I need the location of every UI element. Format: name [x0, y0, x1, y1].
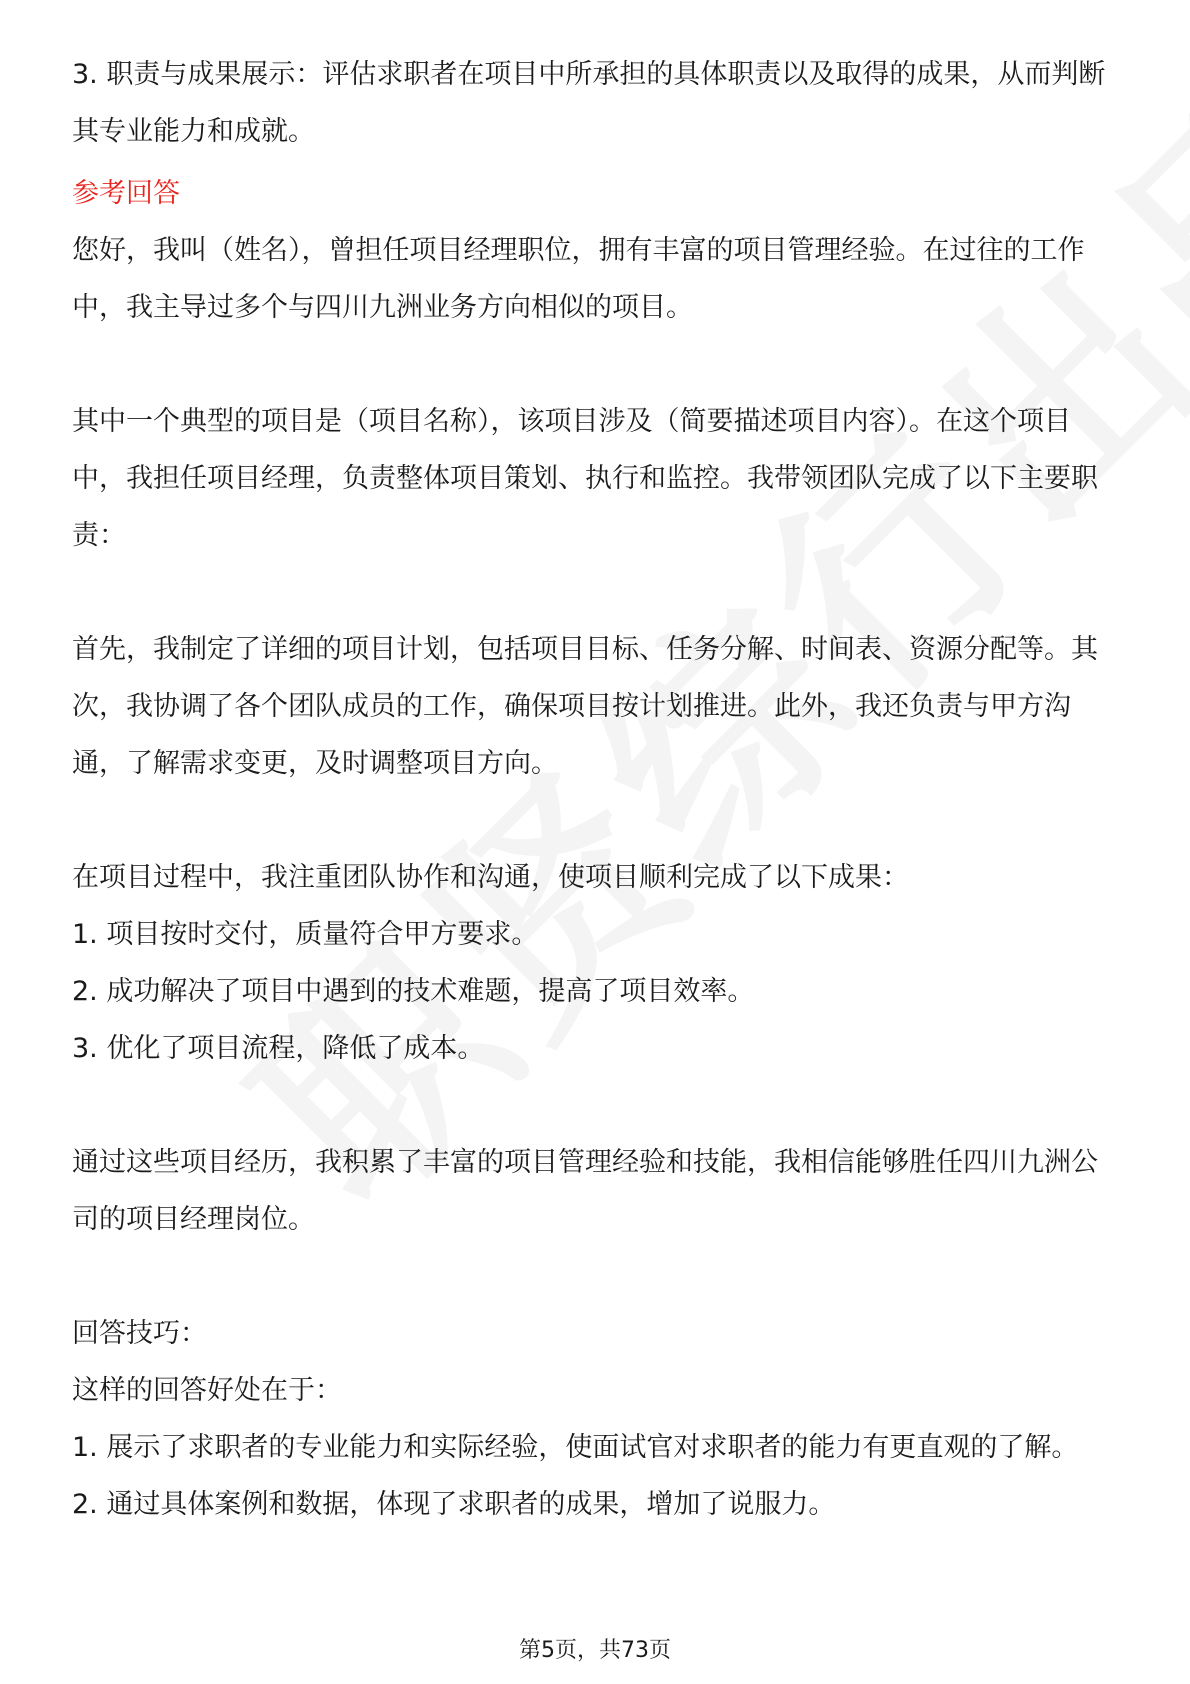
- paragraph-gap: [72, 336, 1122, 393]
- paragraph-gap: [72, 564, 1122, 621]
- tip-item: 1. 展示了求职者的专业能力和实际经验，使面试官对求职者的能力有更直观的了解。: [72, 1432, 1079, 1463]
- answer-paragraph-1: 您好，我叫（姓名），曾担任项目经理职位，拥有丰富的项目管理经验。在过往的工作中，我主导过多个与四川九洲业务方向相似的项目。: [72, 235, 1085, 323]
- paragraph-gap: [72, 1248, 1122, 1305]
- page-content: [72, 46, 1122, 1533]
- tip-item: 2. 通过具体案例和数据，体现了求职者的成果，增加了说服力。: [72, 1489, 836, 1520]
- answer-paragraph-2: 其中一个典型的项目是（项目名称），该项目涉及（简要描述项目内容）。在这个项目中，我担任项目经理，负责整体项目策划、执行和监控。我带领团队完成了以下主要职责：: [72, 406, 1098, 551]
- intro-point-3: 3. 职责与成果展示：评估求职者在项目中所承担的具体职责以及取得的成果，从而判断其专业能力和成就。: [72, 59, 1106, 147]
- tips-intro: 这样的回答好处在于：: [72, 1375, 342, 1406]
- paragraph-gap: [72, 1077, 1122, 1134]
- answer-paragraph-5: 通过这些项目经历，我积累了丰富的项目管理经验和技能，我相信能够胜任四川九洲公司的项目经理岗位。: [72, 1147, 1098, 1235]
- result-item: 3. 优化了项目流程，降低了成本。: [72, 1033, 485, 1064]
- reference-answer-heading: 参考回答: [72, 178, 180, 209]
- answer-paragraph-4: 在项目过程中，我注重团队协作和沟通，使项目顺利完成了以下成果：: [72, 862, 909, 893]
- result-item: 2. 成功解决了项目中遇到的技术难题，提高了项目效率。: [72, 976, 755, 1007]
- answer-paragraph-3: 首先，我制定了详细的项目计划，包括项目目标、任务分解、时间表、资源分配等。其次，我协调了各个团队成员的工作，确保项目按计划推进。此外，我还负责与甲方沟通，了解需求变更，及时调整项目方向。: [72, 634, 1098, 779]
- result-item: 1. 项目按时交付，质量符合甲方要求。: [72, 919, 539, 950]
- tips-heading: 回答技巧：: [72, 1318, 207, 1349]
- page-number: 第5页，共73页: [519, 1638, 671, 1663]
- paragraph-gap: [72, 792, 1122, 849]
